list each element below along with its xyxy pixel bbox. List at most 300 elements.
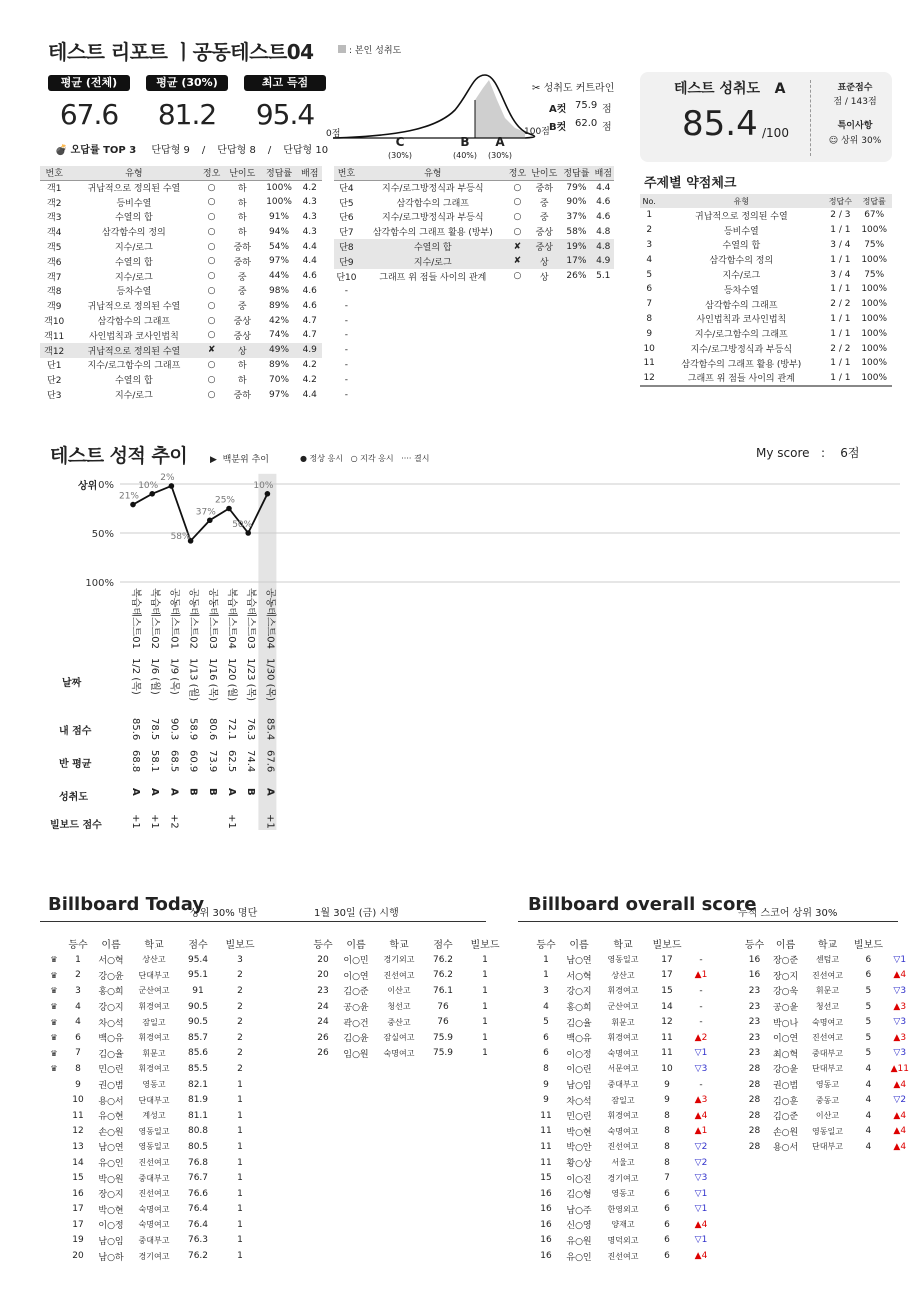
table-cell: 1 bbox=[237, 1235, 243, 1246]
table-cell: 수열의 합 bbox=[115, 376, 153, 387]
table-cell: ○ bbox=[207, 285, 216, 296]
table-cell: 지수/로그 bbox=[114, 391, 153, 402]
table-cell: 이○정 bbox=[98, 1221, 124, 1232]
score-panel-title: 테스트 성취도 A bbox=[674, 81, 786, 97]
table-cell: - bbox=[344, 285, 349, 296]
table-cell: 4 bbox=[865, 1063, 872, 1074]
table-cell: ▽1 bbox=[694, 1235, 708, 1246]
table-cell: ▽1 bbox=[893, 954, 907, 965]
table-cell: 20 bbox=[72, 1251, 84, 1262]
table-cell bbox=[528, 328, 560, 343]
table-cell: 1 bbox=[237, 1173, 243, 1184]
data-point bbox=[130, 502, 136, 508]
table-cell: 남○연 bbox=[98, 1143, 124, 1154]
table-cell: 28 bbox=[748, 1141, 761, 1152]
table-cell bbox=[507, 358, 528, 373]
table-cell: 100% bbox=[266, 197, 292, 208]
table-cell: 수열의 합 bbox=[722, 241, 761, 252]
table-cell: 영동고 bbox=[142, 1080, 166, 1090]
table-cell: 청선고 bbox=[815, 1002, 840, 1012]
spacer bbox=[290, 934, 308, 952]
table-row bbox=[334, 254, 614, 269]
table-cell: 중대부고 bbox=[138, 1173, 170, 1183]
table-cell: 1 bbox=[237, 1126, 243, 1137]
table-cell: ▽3 bbox=[893, 1048, 907, 1059]
table-cell: 박○현 bbox=[566, 1127, 592, 1138]
table-cell: 이○연 bbox=[343, 971, 369, 982]
table-cell bbox=[593, 387, 614, 402]
table-cell: 1 bbox=[543, 954, 549, 965]
cut-grade: A컷 bbox=[549, 104, 567, 115]
table-cell: 58% bbox=[566, 226, 587, 237]
table-cell: 휘경여고 bbox=[138, 1033, 170, 1043]
table-cell: 4.7 bbox=[302, 330, 317, 341]
panel-divider bbox=[810, 80, 811, 156]
table-cell: 28 bbox=[748, 1095, 761, 1106]
table-cell: 경기외고 bbox=[383, 955, 415, 965]
table-cell: 손○원 bbox=[98, 1127, 124, 1138]
spacer bbox=[726, 1092, 742, 1108]
table-row bbox=[40, 239, 322, 254]
table-cell: 영동일고 bbox=[812, 1126, 843, 1136]
table-cell: 2 bbox=[237, 985, 243, 996]
table-cell: ○ bbox=[513, 271, 522, 282]
table-row bbox=[290, 1046, 508, 1062]
table-cell: 센텀고 bbox=[815, 955, 840, 965]
table-cell: 7 bbox=[75, 1048, 81, 1059]
weak-header: 유형 bbox=[658, 194, 824, 208]
table-cell: 1 bbox=[482, 970, 488, 981]
table-row bbox=[514, 1139, 716, 1155]
table-cell: 26 bbox=[317, 1048, 329, 1059]
billboard-today-date: 1월 30일 (금) 시행 bbox=[314, 908, 399, 919]
table-cell: 1 / 1 bbox=[830, 372, 851, 383]
table-row bbox=[45, 999, 263, 1015]
data-point bbox=[245, 530, 251, 536]
table-cell: 85.5 bbox=[187, 1063, 209, 1074]
table-cell: ▲4 bbox=[694, 1219, 708, 1230]
table-cell: 청선고 bbox=[387, 1002, 411, 1012]
stat-value: 81.2 bbox=[157, 98, 217, 131]
table-cell: 74% bbox=[269, 330, 290, 341]
table-cell: 귀납적으로 정의된 수열 bbox=[68, 343, 199, 358]
table-cell: 17 bbox=[661, 954, 673, 965]
bb-header: 등수 bbox=[68, 939, 88, 951]
grade-value: B bbox=[187, 788, 199, 796]
bb-header: 빌보드 bbox=[853, 939, 883, 951]
table-cell: 이산고 bbox=[815, 1111, 840, 1121]
data-label: 37% bbox=[195, 507, 216, 518]
table-cell: 4.6 bbox=[302, 300, 317, 311]
billboard-overall-title: Billboard overall score bbox=[528, 894, 757, 915]
my-score-summary: My score : 6점 bbox=[756, 446, 860, 460]
table-row bbox=[40, 343, 322, 358]
table-cell: 28 bbox=[748, 1063, 761, 1074]
table-cell: 4 bbox=[865, 1079, 872, 1090]
table-cell: 잠실여고 bbox=[383, 1033, 415, 1043]
table-cell: ▲11 bbox=[890, 1063, 909, 1074]
table-cell: ✘ bbox=[507, 239, 528, 254]
table-cell: 76.1 bbox=[432, 985, 454, 996]
spacer bbox=[45, 1186, 63, 1202]
table-row bbox=[514, 1108, 716, 1124]
table-cell: 객2 bbox=[47, 198, 62, 209]
table-cell: 100% bbox=[861, 299, 888, 310]
cutline-title: ✂ 성취도 커트라인 bbox=[532, 83, 615, 94]
table-row bbox=[45, 1248, 263, 1264]
cut-unit: 점 bbox=[602, 104, 612, 115]
table-row bbox=[290, 968, 508, 984]
table-cell: 95.1 bbox=[187, 970, 209, 981]
qtable-header: 배점 bbox=[297, 166, 322, 180]
table-row bbox=[45, 1170, 263, 1186]
table-cell: 1 bbox=[482, 1017, 488, 1028]
table-row bbox=[290, 1014, 508, 1030]
table-cell: 단3 bbox=[47, 391, 62, 402]
class-avg-value: 73.9 bbox=[206, 750, 218, 773]
table-cell: 서○혁 bbox=[566, 971, 592, 982]
table-cell: 하 bbox=[237, 228, 247, 239]
weak-header: 정답수 bbox=[824, 194, 856, 208]
crown-icon: ♛ bbox=[50, 986, 58, 996]
table-cell: 용○서 bbox=[772, 1143, 799, 1154]
qtable-header: 유형 bbox=[68, 166, 199, 180]
table-cell: 1 bbox=[237, 1219, 243, 1230]
note-label: 특이사항 bbox=[837, 121, 873, 131]
table-cell: ○ bbox=[207, 241, 216, 252]
data-label: 2% bbox=[160, 472, 175, 483]
table-cell: 28 bbox=[748, 1079, 761, 1090]
table-cell: 잠일고 bbox=[142, 1017, 166, 1027]
table-cell: 영동일고 bbox=[138, 1142, 170, 1152]
bb-header: 학교 bbox=[389, 939, 409, 951]
table-cell: 3 / 4 bbox=[830, 269, 851, 280]
table-cell: ▽2 bbox=[893, 1095, 907, 1106]
table-cell: 진선여고 bbox=[812, 970, 843, 980]
wrong-top-item: 단답형 8 bbox=[217, 145, 256, 156]
table-cell: 차○석 bbox=[566, 1096, 592, 1107]
table-row bbox=[726, 1014, 914, 1030]
table-cell: 단9 bbox=[334, 254, 359, 269]
table-cell: ▲3 bbox=[893, 1001, 907, 1012]
spacer bbox=[290, 1014, 308, 1030]
y-axis-title: 상위 bbox=[78, 481, 98, 492]
table-row bbox=[514, 1155, 716, 1171]
table-cell: 11 bbox=[661, 1032, 673, 1043]
table-cell: 단대부고 bbox=[138, 1095, 170, 1105]
table-cell: 11 bbox=[643, 358, 655, 369]
y-tick-label: 100% bbox=[85, 578, 114, 589]
table-cell: 2 bbox=[237, 1032, 243, 1043]
table-cell: 군산여고 bbox=[138, 986, 170, 996]
table-cell: 100% bbox=[861, 372, 888, 383]
table-cell: 등비수열 bbox=[116, 198, 152, 209]
qtable-header: 정답률 bbox=[560, 166, 592, 180]
table-cell: 6 bbox=[75, 1032, 81, 1043]
table-cell: 8 bbox=[646, 313, 653, 324]
table-row bbox=[640, 238, 892, 253]
table-row bbox=[640, 223, 892, 238]
billboard-value: +1 bbox=[226, 814, 237, 829]
table-cell: 100% bbox=[861, 284, 888, 295]
std-label: 표준점수 bbox=[837, 83, 873, 93]
spacer bbox=[514, 983, 532, 999]
table-cell: 단6 bbox=[339, 213, 354, 224]
table-cell: 9 bbox=[646, 328, 653, 339]
table-cell: 2 bbox=[75, 970, 81, 981]
table-cell: 4.9 bbox=[297, 343, 322, 358]
data-label: 21% bbox=[118, 491, 140, 502]
table-cell: 6 bbox=[664, 1219, 670, 1230]
table-cell: 박○나 bbox=[772, 1018, 799, 1029]
table-cell: 9 bbox=[664, 1079, 670, 1090]
table-cell: 귀납적으로 정의된 수열 bbox=[695, 211, 788, 222]
table-cell: 26 bbox=[317, 1032, 329, 1043]
spacer bbox=[514, 1030, 532, 1046]
row-label-grade: 성취도 bbox=[59, 792, 88, 803]
table-cell: 단5 bbox=[339, 198, 354, 209]
table-cell: 중 bbox=[539, 213, 549, 224]
table-cell: 85.7 bbox=[187, 1032, 209, 1043]
table-cell: 2 bbox=[237, 1048, 243, 1059]
table-cell: ○ bbox=[207, 330, 216, 341]
table-cell: 지수/로그함수의 그래프 bbox=[87, 361, 181, 372]
table-cell: 객9 bbox=[47, 302, 62, 313]
table-cell: 객12 bbox=[40, 343, 68, 358]
table-cell: 81.1 bbox=[187, 1110, 209, 1121]
table-cell: 100% bbox=[861, 254, 888, 265]
qtable-header: 배점 bbox=[593, 166, 614, 180]
table-cell: 9 bbox=[664, 1095, 670, 1106]
table-cell: 85.6 bbox=[187, 1048, 209, 1059]
legend-text: : 본인 성취도 bbox=[349, 46, 402, 56]
table-row bbox=[514, 983, 716, 999]
billboard-overall-rule bbox=[518, 921, 898, 922]
table-cell: 15 bbox=[72, 1173, 84, 1184]
spacer bbox=[726, 1030, 742, 1046]
table-cell bbox=[593, 328, 614, 343]
std-value: 점 / 143점 bbox=[833, 97, 877, 107]
table-cell: 16 bbox=[540, 1188, 552, 1199]
crown-icon: ♛ bbox=[50, 1017, 58, 1027]
spacer bbox=[514, 999, 532, 1015]
table-cell bbox=[507, 284, 528, 299]
table-cell: 강○윤 bbox=[772, 1065, 799, 1076]
spacer bbox=[514, 1124, 532, 1140]
table-cell: 중상 bbox=[233, 331, 251, 342]
spacer bbox=[726, 934, 742, 952]
table-row bbox=[334, 269, 614, 284]
table-cell: 단2 bbox=[47, 376, 62, 387]
table-cell: 장○지 bbox=[98, 1190, 124, 1201]
table-cell bbox=[528, 284, 560, 299]
trend-title: 테스트 성적 추이 bbox=[50, 445, 188, 467]
table-row bbox=[514, 968, 716, 984]
table-cell: 영동일고 bbox=[607, 955, 639, 965]
table-cell: 4.3 bbox=[302, 211, 317, 222]
table-cell: 2 bbox=[237, 1001, 243, 1012]
table-cell: 하 bbox=[237, 361, 247, 372]
table-cell: 16 bbox=[748, 954, 761, 965]
table-cell: ○ bbox=[207, 359, 216, 370]
spacer bbox=[514, 1046, 532, 1062]
qtable-header: 난이도 bbox=[224, 166, 261, 180]
table-cell: 김○형 bbox=[566, 1190, 592, 1201]
table-cell: 숙명여고 bbox=[812, 1017, 843, 1027]
table-cell: 객4 bbox=[47, 228, 62, 239]
table-cell: 상 bbox=[539, 272, 549, 283]
table-cell: 11 bbox=[540, 1157, 552, 1168]
table-row bbox=[726, 1092, 914, 1108]
table-cell: 중 bbox=[237, 302, 247, 313]
table-cell: 서문여고 bbox=[607, 1064, 639, 1074]
table-cell bbox=[507, 313, 528, 328]
table-row bbox=[726, 1124, 914, 1140]
x-category-label: 공동테스트02 bbox=[187, 588, 199, 650]
table-cell: 강○지 bbox=[98, 1003, 124, 1014]
table-cell: 남○임 bbox=[566, 1081, 592, 1092]
table-cell: 명덕외고 bbox=[607, 1235, 639, 1245]
table-cell: 76.4 bbox=[187, 1204, 209, 1215]
table-cell bbox=[593, 343, 614, 358]
table-cell: 민○린 bbox=[566, 1112, 592, 1123]
table-cell: ○ bbox=[207, 389, 216, 400]
dist-min-label: 0점 bbox=[326, 129, 341, 139]
spacer bbox=[726, 1014, 742, 1030]
table-cell: 휘경여고 bbox=[138, 1002, 170, 1012]
table-row bbox=[640, 312, 892, 327]
table-cell: 박○안 bbox=[566, 1143, 592, 1154]
x-category-label: 복습테스트03 bbox=[245, 588, 257, 650]
table-cell: 23 bbox=[748, 1001, 761, 1012]
table-cell: 75% bbox=[864, 269, 885, 280]
table-cell: 10 bbox=[661, 1063, 673, 1074]
spacer bbox=[726, 1108, 742, 1124]
table-cell bbox=[359, 298, 507, 313]
table-row bbox=[40, 269, 322, 284]
table-cell: ▲1 bbox=[694, 1126, 708, 1137]
question-table-right bbox=[334, 166, 614, 402]
cutline-title-text: 성취도 커트라인 bbox=[543, 83, 615, 94]
table-cell: 중 bbox=[237, 287, 247, 298]
table-cell: 이○진 bbox=[566, 1174, 592, 1185]
page-title: 테스트 리포트 ㅣ공동테스트04 bbox=[48, 40, 314, 64]
table-cell: 4 bbox=[75, 1017, 81, 1028]
table-cell: 19 bbox=[72, 1235, 84, 1246]
table-row bbox=[334, 313, 614, 328]
table-cell: 17% bbox=[560, 254, 592, 269]
date-label: 1/13 (월) bbox=[187, 658, 199, 702]
table-cell: 5 bbox=[865, 1048, 872, 1059]
cut-value: 62.0 bbox=[575, 118, 598, 129]
table-cell: 76 bbox=[437, 1017, 449, 1028]
table-row bbox=[45, 968, 263, 984]
spacer bbox=[45, 1155, 63, 1171]
crown-icon: ♛ bbox=[50, 1064, 58, 1074]
table-cell: 지수/로그 bbox=[114, 272, 153, 283]
table-cell: 2 / 3 bbox=[830, 210, 851, 221]
row-label-my: 내 점수 bbox=[59, 726, 92, 737]
table-cell: 숙명여고 bbox=[607, 1126, 639, 1136]
table-cell: 89% bbox=[269, 300, 290, 311]
table-cell: ▲3 bbox=[694, 1095, 708, 1106]
table-cell: 23 bbox=[317, 985, 329, 996]
table-row bbox=[640, 252, 892, 267]
table-cell: 중대부고 bbox=[138, 1235, 170, 1245]
my-score-value: 72.1 bbox=[226, 718, 237, 741]
table-cell: 단대부고 bbox=[812, 1064, 843, 1074]
table-cell: ▲4 bbox=[694, 1251, 708, 1262]
table-cell: 진선여고 bbox=[138, 1158, 170, 1168]
table-cell: 1 bbox=[237, 1204, 243, 1215]
table-cell: 89% bbox=[269, 359, 290, 370]
table-cell: 2 bbox=[237, 1017, 243, 1028]
table-cell: 76.7 bbox=[187, 1173, 209, 1184]
table-cell: 중산고 bbox=[387, 1017, 411, 1027]
table-row bbox=[334, 210, 614, 225]
table-cell: 90% bbox=[566, 197, 587, 208]
table-cell: ▽1 bbox=[694, 1188, 708, 1199]
table-cell: 숙명여고 bbox=[607, 1048, 639, 1058]
table-cell bbox=[359, 358, 507, 373]
table-cell: 1 bbox=[237, 1079, 243, 1090]
grade-value: A bbox=[130, 788, 141, 796]
table-cell bbox=[593, 284, 614, 299]
crown-icon: ♛ bbox=[50, 1033, 58, 1043]
bb-header: 등수 bbox=[744, 939, 765, 951]
table-cell: 등차수열 bbox=[116, 287, 152, 298]
stat-label: 최고 득점 bbox=[244, 75, 326, 91]
billboard-today-right bbox=[290, 934, 508, 1061]
my-score-value: 58.9 bbox=[187, 718, 199, 741]
table-cell: ○ bbox=[207, 271, 216, 282]
crown-icon: ♛ bbox=[50, 970, 58, 980]
table-cell: 남○주 bbox=[566, 1205, 592, 1216]
table-cell: 상산고 bbox=[142, 955, 166, 965]
table-row bbox=[45, 1186, 263, 1202]
data-point bbox=[149, 491, 155, 497]
table-cell: 중하 bbox=[233, 257, 251, 268]
table-cell: 100% bbox=[861, 313, 888, 324]
table-row bbox=[640, 282, 892, 297]
table-cell: 100% bbox=[266, 182, 292, 193]
table-cell: 유○현 bbox=[98, 1112, 124, 1123]
table-cell: ○ bbox=[207, 211, 216, 222]
table-cell: - bbox=[699, 954, 703, 965]
billboard-today-left bbox=[45, 934, 263, 1264]
table-cell: 8 bbox=[664, 1126, 670, 1137]
spacer bbox=[45, 1139, 63, 1155]
table-cell: ▽2 bbox=[694, 1157, 708, 1168]
table-cell: 휘문고 bbox=[815, 986, 840, 996]
table-cell: 8 bbox=[75, 1063, 81, 1074]
table-cell: ○ bbox=[513, 182, 522, 193]
table-cell: 11 bbox=[540, 1141, 552, 1152]
table-cell: 24 bbox=[317, 1001, 329, 1012]
table-row bbox=[514, 1061, 716, 1077]
date-label: 1/9 (목) bbox=[168, 658, 180, 695]
billboard-value: +2 bbox=[168, 814, 180, 829]
table-cell bbox=[528, 372, 560, 387]
table-cell bbox=[560, 387, 592, 402]
table-cell bbox=[507, 372, 528, 387]
table-cell: 신○영 bbox=[566, 1221, 592, 1232]
my-score-value: 85.6 bbox=[130, 718, 141, 741]
table-cell: 7 bbox=[664, 1173, 670, 1184]
spacer bbox=[726, 968, 742, 984]
table-row bbox=[40, 284, 322, 299]
table-row bbox=[40, 387, 322, 402]
